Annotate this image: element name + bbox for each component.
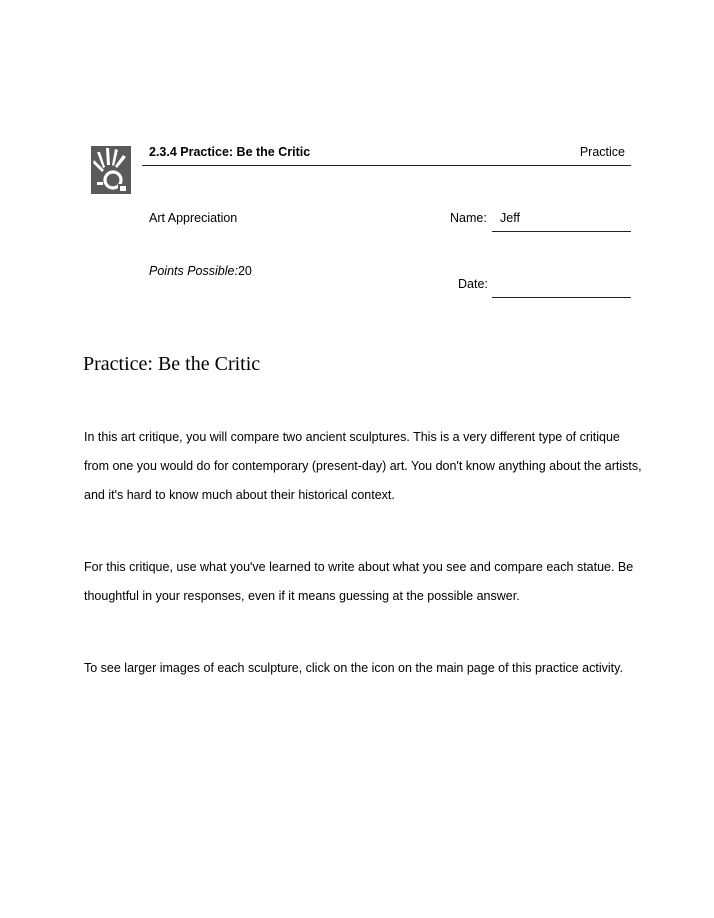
instruction-paragraph: For this critique, use what you've learned to write about what you see and compare each statue. Be thoughtful in your responses, even if it means guessing at the possible answer. <box>84 560 634 603</box>
date-label: Date: <box>458 277 488 291</box>
instruction-paragraph: In this art critique, you will compare two ancient sculptures. This is a very different type of critique from one you would do for contemporary (present-day) art. You don't know anything about the artists, and it's hard to know much about their historical context. <box>84 430 642 502</box>
points-value: 20 <box>237 264 252 278</box>
lesson-title: 2.3.4 Practice: Be the Critic <box>149 145 311 159</box>
lightbulb-burst-icon <box>91 146 131 194</box>
lesson-type: Practice <box>579 145 625 159</box>
name-field[interactable]: Jeff <box>500 211 520 225</box>
name-underline <box>492 231 631 232</box>
points-possible <box>149 264 252 278</box>
page-heading: Practice: Be the Critic <box>83 353 261 375</box>
course-name: Art Appreciation <box>149 211 238 225</box>
points-label: Points Possible: <box>149 264 238 278</box>
name-label: Name: <box>450 211 487 225</box>
date-field[interactable] <box>492 297 631 298</box>
header-divider <box>142 165 631 166</box>
instruction-paragraph: To see larger images of each sculpture, click on the icon on the main page of this practice activity. <box>84 661 623 675</box>
